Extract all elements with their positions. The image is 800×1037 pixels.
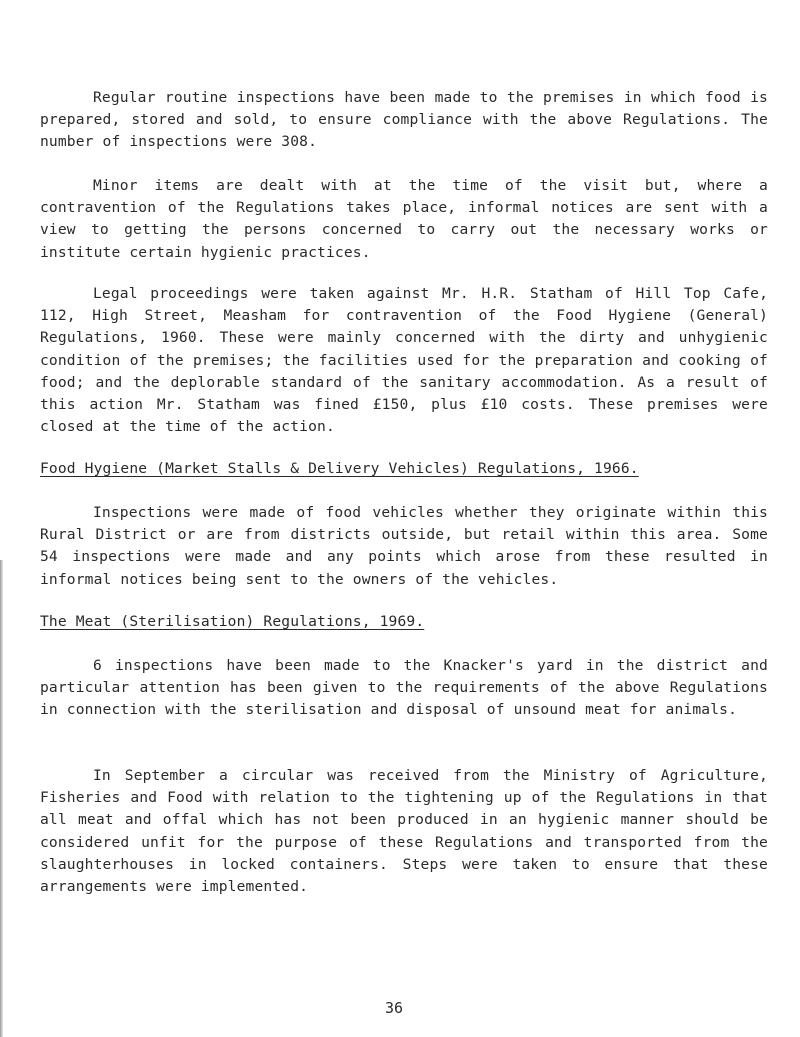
paragraph-legal-proceedings	[40, 283, 768, 438]
heading-market-stalls-regulations: Food Hygiene (Market Stalls & Delivery Vehicles) Regulations, 1966.	[40, 460, 639, 477]
paragraph-text: 6 inspections have been made to the Knacker's yard in the district and particular attention has been given to the requirements of the above Regulations in connection with the sterilisation and disposal of unsound meat for animals.	[40, 657, 768, 719]
paragraph-text: Inspections were made of food vehicles whether they originate within this Rural District or are from districts outside, but retail within this area. Some 54 inspections were made and any points which arose from these resulted in informal notices being sent to the owners of the vehicles.	[40, 504, 768, 588]
heading-meat-sterilisation-regulations: The Meat (Sterilisation) Regulations, 1969.	[40, 613, 425, 630]
paragraph-ministry-circular	[40, 765, 768, 898]
paragraph-text: In September a circular was received from the Ministry of Agriculture, Fisheries and Food with relation to the tightening up of the Regulations in that all meat and offal which has not been produced in an hygienic manner should be considered unfit for the purpose of these Regulations and transported from the slaughterhouses in locked containers. Steps were taken to ensure that these arrangements were implemented.	[40, 767, 768, 896]
paragraph-minor-items	[40, 175, 768, 264]
paragraph-text: Minor items are dealt with at the time of the visit but, where a contravention of the Regulations takes place, informal notices are sent with a view to getting the persons concerned to carry out the necessary works or institute certain hygienic practices.	[40, 177, 768, 261]
paragraph-vehicle-inspections	[40, 502, 768, 591]
paragraph-text: Legal proceedings were taken against Mr. H.R. Statham of Hill Top Cafe, 112, High Street, Measham for contravention of the Food Hygiene (General) Regulations, 1960. These were mainly concerned with the dirty and unhygienic condition of the premises; the facilities used for the preparation and cooking of food; and the deplorable standard of the sanitary accommodation. As a result of this action Mr. Statham was fined £150, plus £10 costs. These premises were closed at the time of the action.	[40, 285, 768, 436]
page-number: 36	[385, 999, 404, 1017]
paragraph-text: Regular routine inspections have been made to the premises in which food is prepared, stored and sold, to ensure compliance with the above Regulations. The number of inspections were 308.	[40, 89, 768, 151]
paragraph-knackers-yard	[40, 655, 768, 722]
scan-binding-edge	[0, 560, 3, 1037]
paragraph-routine-inspections	[40, 87, 768, 154]
